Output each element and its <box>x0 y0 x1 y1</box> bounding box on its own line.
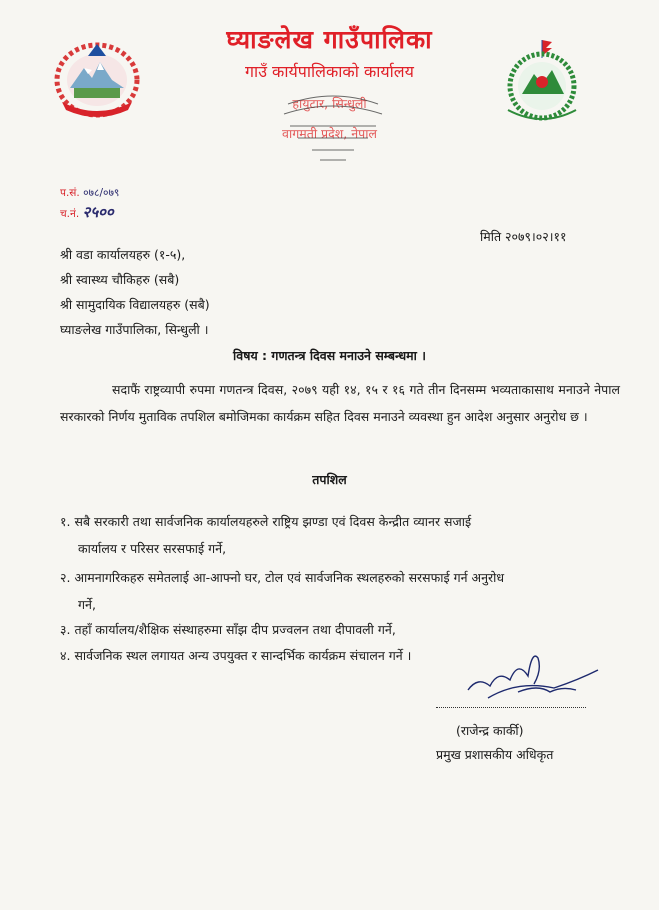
letter-date: मिति २०७९।०२।११ <box>480 229 567 244</box>
letter-subject: विषय : गणतन्त्र दिवस मनाउने सम्बन्धमा । <box>233 348 426 363</box>
schedule-item-continuation: कार्यालय र परिसर सरसफाई गर्ने, <box>78 541 227 556</box>
schedule-item <box>60 564 620 618</box>
recipient-line: श्री वडा कार्यालयहरु (१-५), <box>60 247 186 262</box>
recipient-line: श्री सामुदायिक विद्यालयहरु (सबै) <box>60 297 210 312</box>
address-line-1: हायुटार, सिन्धुली <box>292 96 367 111</box>
schedule-item <box>60 616 620 643</box>
schedule-item-line: ३. तहाँ कार्यालय/शैक्षिक संस्थाहरुमा साँझ दीप प्रज्वलन तथा दीपावली गर्ने, <box>60 622 396 637</box>
office-subtitle: गाउँ कार्यपालिकाको कार्यालय <box>245 62 414 81</box>
signatory-designation: प्रमुख प्रशासकीय अधिकृत <box>436 747 554 762</box>
letter-number <box>60 186 119 200</box>
signatory-name: (राजेन्द्र कार्की) <box>456 723 524 738</box>
schedule-item-continuation: गर्ने, <box>78 597 96 612</box>
office-stamp <box>268 90 398 165</box>
schedule-item-line: ४. सार्वजनिक स्थल लगायत अन्य उपयुक्त र सान्दर्भिक कार्यक्रम संचालन गर्ने । <box>60 648 412 663</box>
schedule-item-line: १. सबै सरकारी तथा सार्वजनिक कार्यालयहरुले राष्ट्रिय झण्डा एवं दिवस केन्द्रीत व्यानर सजाई <box>60 514 472 529</box>
municipality-logo <box>502 38 582 122</box>
letter-body <box>60 376 620 430</box>
dispatch-number-label: च.नं. <box>60 208 80 220</box>
signature-line <box>436 707 586 708</box>
municipality-title: घ्याङलेख गाउँपालिका <box>226 25 433 54</box>
recipient-line: श्री स्वास्थ्य चौकिहरु (सबै) <box>60 272 180 287</box>
recipient-line: घ्याङलेख गाउँपालिका, सिन्धुली । <box>60 322 209 337</box>
address-line-2: वागमती प्रदेश, नेपाल <box>282 126 377 141</box>
handwritten-signature <box>458 640 608 710</box>
dispatch-number <box>60 202 114 222</box>
dispatch-number-value: २५०० <box>82 203 114 221</box>
schedule-item-line: २. आमनागरिकहरु समेतलाई आ-आफ्नो घर, टोल एवं सार्वजनिक स्थलहरुको सरसफाई गर्न अनुरोध <box>60 570 505 585</box>
letter-body-text: सदाफैं राष्ट्रव्यापी रुपमा गणतन्त्र दिवस, २०७९ यही १४, १५ र १६ गते तीन दिनसम्म भव्यताकासाथ मनाउने नेपाल सरकारको निर्णय मुताविक तपशिल बमोजिमका कार्यक्रम सहित दिवस मनाउने व्यवस्था हुन आदेश अनुसार अनुरोध छ । <box>60 382 620 424</box>
schedule-heading: तपशिल <box>312 472 347 487</box>
letter-number-value: ०७८/०७९ <box>83 187 120 199</box>
schedule-item <box>60 508 620 562</box>
letter-number-label: प.सं. <box>60 187 80 199</box>
